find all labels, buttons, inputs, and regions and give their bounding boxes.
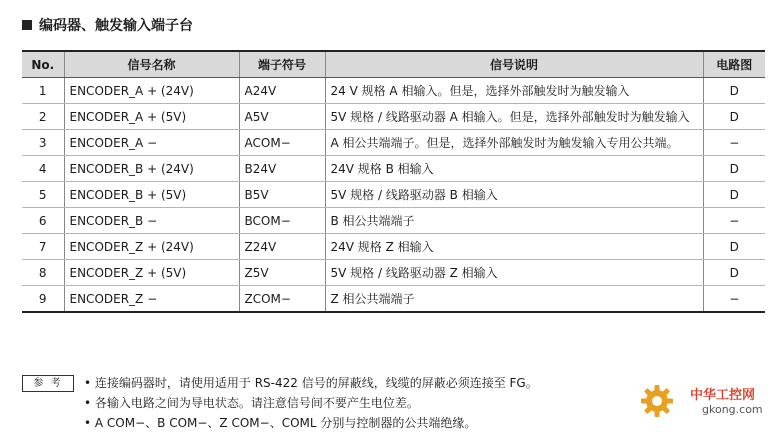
terminal-table (22, 50, 765, 313)
col-header-signal-name: 信号名称 (64, 51, 239, 78)
watermark-logo (640, 378, 770, 426)
cell-circuit: − (703, 208, 765, 234)
gear-icon (640, 384, 674, 418)
cell-no: 4 (22, 156, 64, 182)
table-row (22, 78, 765, 104)
cell-desc: Z 相公共端端子 (325, 286, 703, 313)
table-row (22, 130, 765, 156)
table-row (22, 260, 765, 286)
note-line: • 连接编码器时，请使用适用于 RS-422 信号的屏蔽线，线缆的屏蔽必须连接至 FG。 (84, 376, 538, 390)
cell-desc: 24V 规格 Z 相输入 (325, 234, 703, 260)
cell-symbol: A5V (239, 104, 325, 130)
note-line: • A COM−、B COM−、Z COM−、COML 分别与控制器的公共端绝缘。 (84, 416, 477, 430)
cell-desc: 24V 规格 B 相输入 (325, 156, 703, 182)
cell-name: ENCODER_B − (64, 208, 239, 234)
cell-no: 3 (22, 130, 64, 156)
cell-name: ENCODER_Z − (64, 286, 239, 313)
cell-name: ENCODER_B + (24V) (64, 156, 239, 182)
cell-symbol: ACOM− (239, 130, 325, 156)
cell-name: ENCODER_Z + (5V) (64, 260, 239, 286)
table-row (22, 156, 765, 182)
cell-name: ENCODER_A + (24V) (64, 78, 239, 104)
cell-desc: 24 V 规格 A 相输入。但是，选择外部触发时为触发输入 (325, 78, 703, 104)
cell-symbol: B5V (239, 182, 325, 208)
note-line: • 各输入电路之间为导电状态。请注意信号间不要产生电位差。 (84, 396, 419, 410)
cell-symbol: Z24V (239, 234, 325, 260)
cell-name: ENCODER_Z + (24V) (64, 234, 239, 260)
cell-desc: 5V 规格 / 线路驱动器 A 相输入。但是，选择外部触发时为触发输入 (325, 104, 703, 130)
cell-no: 8 (22, 260, 64, 286)
table-row (22, 234, 765, 260)
cell-name: ENCODER_A + (5V) (64, 104, 239, 130)
cell-no: 2 (22, 104, 64, 130)
watermark-url: gkong.com (702, 403, 763, 416)
title-square-icon (22, 20, 32, 30)
cell-symbol: A24V (239, 78, 325, 104)
cell-no: 5 (22, 182, 64, 208)
table-row (22, 208, 765, 234)
cell-name: ENCODER_A − (64, 130, 239, 156)
cell-circuit: D (703, 260, 765, 286)
cell-desc: A 相公共端端子。但是，选择外部触发时为触发输入专用公共端。 (325, 130, 703, 156)
section-title (22, 14, 193, 36)
col-header-terminal-symbol: 端子符号 (239, 51, 325, 78)
cell-no: 7 (22, 234, 64, 260)
table-row (22, 286, 765, 313)
cell-symbol: B24V (239, 156, 325, 182)
cell-symbol: Z5V (239, 260, 325, 286)
table-row (22, 182, 765, 208)
col-header-no: No. (22, 51, 64, 78)
watermark-name: 中华工控网 (690, 388, 756, 403)
col-header-circuit: 电路图 (703, 51, 765, 78)
reference-badge: 参 考 (22, 375, 74, 392)
cell-symbol: ZCOM− (239, 286, 325, 313)
cell-circuit: D (703, 156, 765, 182)
cell-circuit: D (703, 182, 765, 208)
cell-circuit: D (703, 234, 765, 260)
col-header-signal-description: 信号说明 (325, 51, 703, 78)
cell-no: 6 (22, 208, 64, 234)
cell-desc: 5V 规格 / 线路驱动器 B 相输入 (325, 182, 703, 208)
cell-symbol: BCOM− (239, 208, 325, 234)
cell-circuit: D (703, 78, 765, 104)
cell-name: ENCODER_B + (5V) (64, 182, 239, 208)
cell-circuit: − (703, 130, 765, 156)
table-header-row (22, 51, 765, 78)
cell-circuit: D (703, 104, 765, 130)
table-row (22, 104, 765, 130)
section-title-text: 编码器、触发输入端子台 (39, 18, 193, 34)
cell-desc: 5V 规格 / 线路驱动器 Z 相输入 (325, 260, 703, 286)
cell-desc: B 相公共端端子 (325, 208, 703, 234)
cell-no: 1 (22, 78, 64, 104)
cell-no: 9 (22, 286, 64, 313)
cell-circuit: − (703, 286, 765, 313)
